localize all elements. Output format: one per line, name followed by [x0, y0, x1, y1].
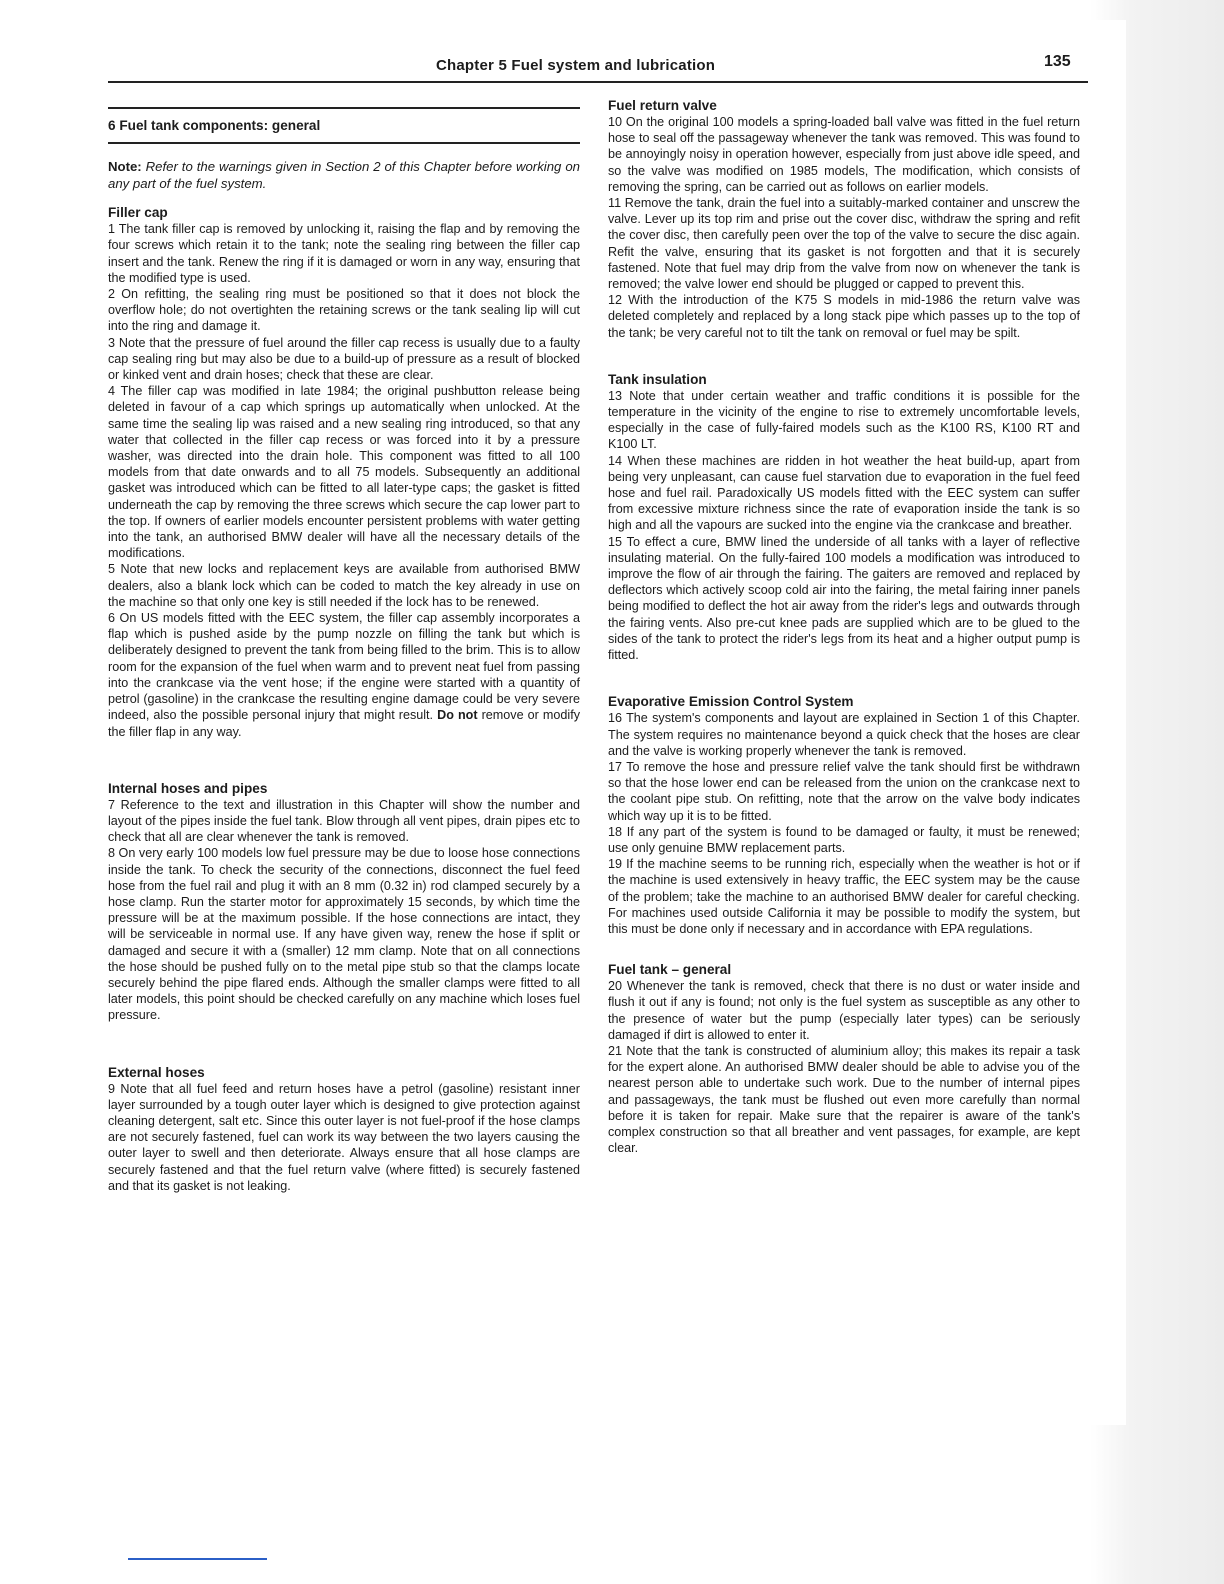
paragraph-6-emphasis: Do not [437, 708, 478, 723]
paragraph-1: 1 The tank filler cap is removed by unlocking it, raising the flap and by removing the four screws which retain it to the tank; note the sealing ring between the filler cap insert and the tank. Renew the ring if it is damaged or worn in any way, ensuring that the modified type is used. [108, 222, 580, 285]
paragraph-11: 11 Remove the tank, drain the fuel into a suitably-marked container and unscrew the valve. Lever up its top rim and prise out the cover disc, withdraw the spring and refit the cover disc, then carefully peen over the top of the valve to secure the disc again. Refit the valve, ensuring that its gasket is not forgotten and that it is securely fastened. Note that fuel may drip from the valve from now on whenever the tank is removed; the valve lower end should be plugged or capped to prevent this. [608, 196, 1080, 292]
paragraph-13: 13 Note that under certain weather and traffic conditions it is possible for the temperature in the vicinity of the engine to rise to extremely uncomfortable levels, especially in the case of fully-faired models such as the K100 RS, K100 RT and K100 LT. [608, 388, 1080, 452]
paragraph-4: 4 The filler cap was modified in late 1984; the original pushbutton release being deleted in favour of a cap which springs up automatically when unlocked. At the same time the sealing lip was raised and a new sealing ring introduced, so that any water that collected in the filler cap recess or was forced into it by a pressure washer, was directed into the drain hole. This component was fitted to all 100 models from that date onwards and to all 75 models. Subsequently an additional gasket was introduced which can be fitted to all later-type caps; the gasket is fitted underneath the cap by removing the three screws which secure the cap lower part to the top. If owners of earlier models encounter persistent problems with water getting into the tank, an authorised BMW dealer will have all the necessary details of the modifications. [108, 384, 580, 561]
paragraph-19: 19 If the machine seems to be running rich, especially when the weather is hot or if the machine is used extensively in heavy traffic, the EEC system may be the cause of the problem; take the machine to an authorised BMW dealer for careful checking. For machines used outside California it may be possible to modify the system, but this must be done only if necessary and in accordance with EPA regulations. [608, 857, 1080, 936]
paragraph-6-end: remove or modify the filler flap in any way. [108, 708, 580, 739]
paragraph-6-start: 6 On US models fitted with the EEC system, the filler cap assembly incorporates a flap which is pushed aside by the pump nozzle on filling the tank but which is deliberately designed to prevent the tank from being filled to the brim. This is to allow room for the expansion of the fuel when warm and to prevent neat fuel from passing into the crankcase via the vent hose; if the engine were started with a quantity of petrol (gasoline) in the crankcase the resulting engine damage could be very severe indeed, also the possible personal injury that might result. [108, 611, 580, 723]
heading-internal-hoses: Internal hoses and pipes [108, 780, 268, 796]
paragraph-5: 5 Note that new locks and replacement keys are available from authorised BMW dealers, also a blank lock which can be coded to match the key already in use on the machine so that only one key is still needed if the lock has to be renewed. [108, 562, 580, 609]
running-header-title: Chapter 5 Fuel system and lubrication [436, 57, 716, 74]
heading-fuel-tank-general: Fuel tank – general [608, 962, 732, 978]
heading-tank-insulation: Tank insulation [608, 371, 707, 387]
left-column [108, 107, 580, 1194]
section-title: 6 Fuel tank components: general [108, 118, 321, 133]
page-number: 135 [1044, 53, 1071, 70]
paragraph-2: 2 On refitting, the sealing ring must be positioned so that it does not block the overflow hole; do not overtighten the retaining screws or the tank sealing lip will cut into the ring and damage it. [108, 287, 580, 334]
paragraph-10: 10 On the original 100 models a spring-loaded ball valve was fitted in the fuel return hose to seal off the passageway whenever the tank was removed. This was found to be annoyingly noisy in operation however, especially from just above idle speed, and so the valve was modified on 1985 models, The modification, which consists of removing the spring, can be carried out as follows on earlier models. [608, 115, 1080, 194]
note-label: Note: [108, 159, 142, 175]
heading-evaporative-emission: Evaporative Emission Control System [608, 694, 854, 710]
paragraph-12: 12 With the introduction of the K75 S models in mid-1986 the return valve was deleted completely and replaced by a long stack pipe which passes up to the top of the tank; be very careful not to tilt the tank on removal or fuel may be spilt. [608, 293, 1080, 340]
paragraph-3: 3 Note that the pressure of fuel around the filler cap recess is usually due to a faulty cap sealing ring but may also be due to a build-up of pressure as a result of blocked or kinked vent and drain hoses; check that these are clear. [108, 335, 580, 383]
paragraph-18: 18 If any part of the system is found to be damaged or faulty, it must be renewed; use only genuine BMW replacement parts. [608, 824, 1080, 855]
section-title-box [108, 107, 580, 144]
note-text: Refer to the warnings given in Section 2 of this Chapter before working on any part of the fuel system. [108, 159, 580, 192]
paragraph-16: 16 The system's components and layout are explained in Section 1 of this Chapter. The system requires no maintenance beyond a quick check that the hoses are clear and the valve is working properly whenever the tank is removed. [608, 711, 1080, 758]
paragraph-7: 7 Reference to the text and illustration in this Chapter will show the number and layout of the pipes inside the fuel tank. Blow through all vent pipes, drain pipes etc to check that all are clear whenever the tank is removed. [108, 797, 580, 845]
paragraph-17: 17 To remove the hose and pressure relief valve the tank should first be withdrawn so that the hose lower end can be released from the union on the crankcase next to the coolant pipe stub. On refitting, note that the arrow on the valve body indicates which way up it is to be fitted. [608, 759, 1080, 823]
note-paragraph [108, 158, 580, 192]
paragraph-14: 14 When these machines are ridden in hot weather the heat build-up, apart from being very unpleasant, can cause fuel starvation due to evaporation in the fuel feed hose and fuel rail. Paradoxically US models fitted with the EEC system can suffer from excessive mixture richness since the rate of evaporation inside the tank is so high and all the vapours are sucked into the engine via the crankcase and breather. [608, 453, 1080, 533]
header-rule [108, 81, 1088, 83]
paragraph-6 [108, 610, 580, 740]
paragraph-20: 20 Whenever the tank is removed, check that there is no dust or water inside and flush it out if any is found; not only is the fuel system as susceptible as any other to the presence of water but the pump (especially later types) can be seriously damaged if dirt is allowed to enter it. [608, 979, 1080, 1042]
heading-fuel-return-valve: Fuel return valve [608, 98, 717, 113]
bottom-blue-rule [128, 1558, 267, 1560]
paragraph-15: 15 To effect a cure, BMW lined the underside of all tanks with a layer of reflective insulating material. On the fully-faired 100 models a modification was introduced to improve the flow of air through the fairing. The gaiters are removed and replaced by deflectors which actively scoop cold air into the fairing, the metal fairing inner panels being modified to deflect the hot air away from the rider's legs and outwards through the fairing vents. Also pre-cut knee pads are supplied which are to be glued to the sides of the tank to protect the rider's legs from its heat and a higher output pump is fitted. [608, 534, 1080, 663]
right-column [608, 97, 1080, 1156]
paragraph-8: 8 On very early 100 models low fuel pressure may be due to loose hose connections inside the tank. To check the security of the connections, disconnect the fuel feed hose from the fuel rail and plug it with an 8 mm (0.32 in) rod clamped securely by a hose clamp. Run the starter motor for approximately 15 seconds, by which time the pressure will be at the maximum possible. If the hose connections are intact, they will be serviceable in normal use. If any have given way, renew the hose if split or damaged and secure it with a (smaller) 12 mm clamp. Note that on all connections the hose should be pushed fully on to the metal pipe stub so that the clamps locate securely behind the pipe flared ends. Although the smaller clamps were fitted to all later models, this point should be checked carefully on any machine which loses fuel pressure. [108, 846, 580, 1023]
paragraph-21: 21 Note that the tank is constructed of aluminium alloy; this makes its repair a task for the expert alone. An authorised BMW dealer should be able to advise you of the nearest person able to undertake such work. Due to the number of internal pipes and passageways, the tank must be flushed out even more carefully than normal before it is taken for repair. Make sure that the repairer is aware of the tank's complex construction so that all breather and vent passages, for example, are kept clear. [608, 1043, 1080, 1156]
paragraph-9: 9 Note that all fuel feed and return hoses have a petrol (gasoline) resistant inner layer surrounded by a tough outer layer which is designed to give protection against cleaning detergent, salt etc. Since this outer layer is not fuel-proof if the hose clamps are not securely fastened, fuel can work its way between the two layers causing the outer layer to swell and then deteriorate. Always ensure that all hose clamps are securely fastened and that the fuel return valve (where fitted) is securely fastened and that its gasket is not leaking. [108, 1081, 580, 1193]
heading-filler-cap: Filler cap [108, 205, 168, 221]
heading-external-hoses: External hoses [108, 1064, 205, 1080]
